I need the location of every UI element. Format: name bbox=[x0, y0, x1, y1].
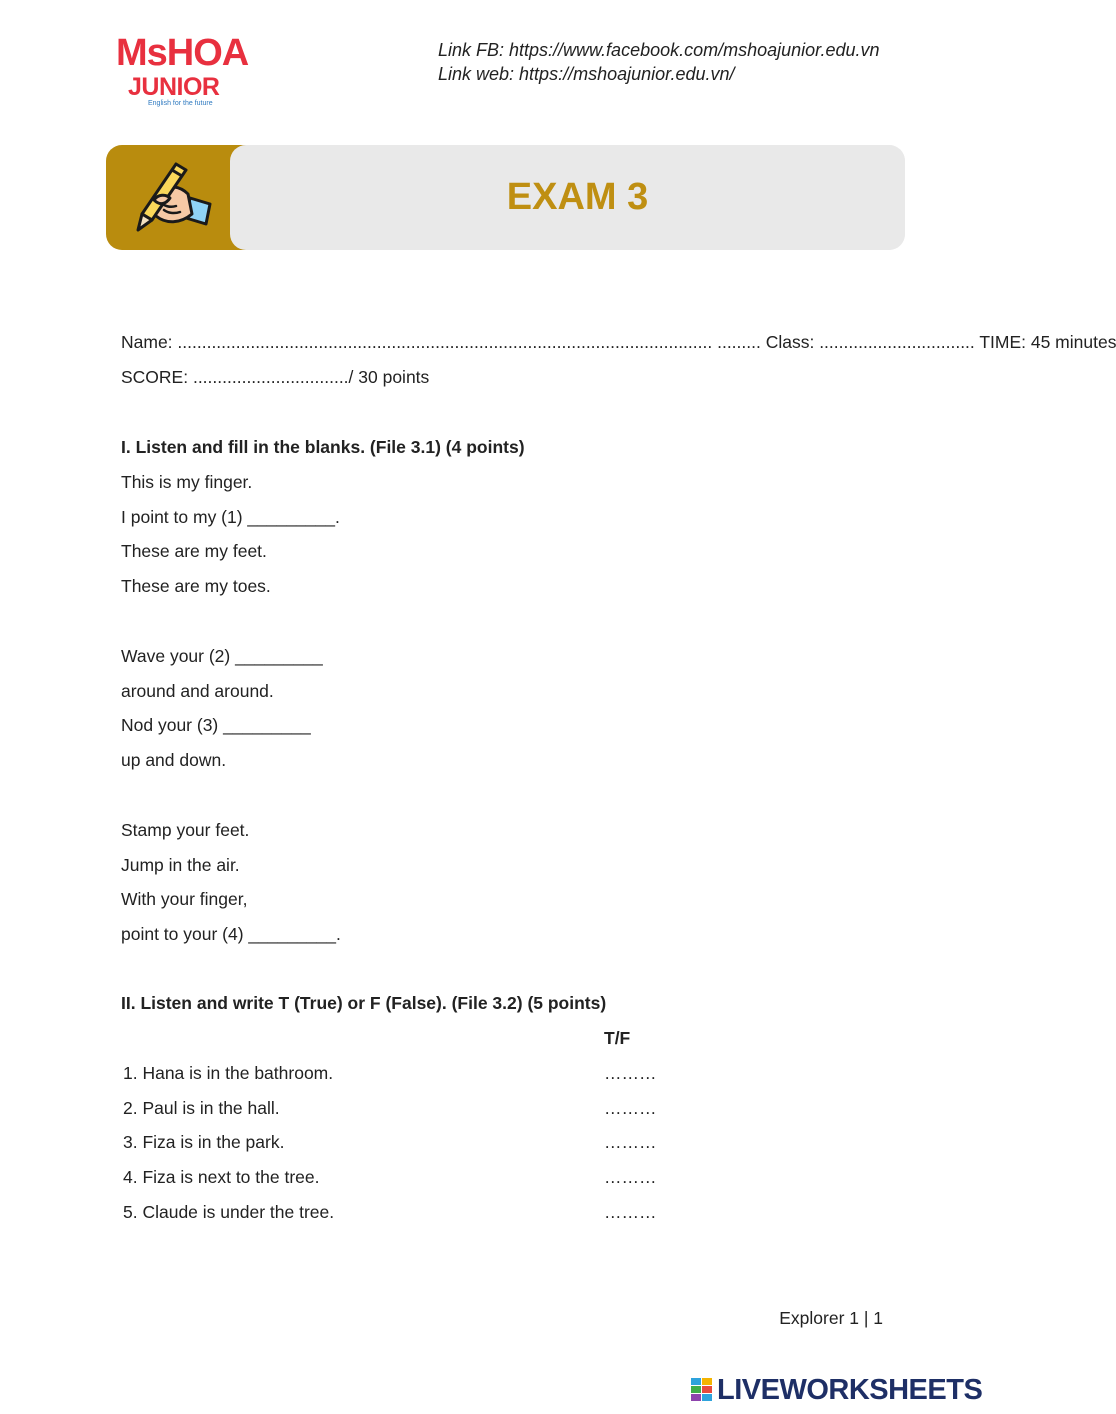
song-line: Jump in the air. bbox=[121, 855, 240, 875]
logo-tagline: English for the future bbox=[148, 100, 213, 107]
tf-statement: 1. Hana is in the bathroom. bbox=[123, 1063, 334, 1083]
song-line-blank-2: Wave your (2) _________ bbox=[121, 646, 323, 666]
hand-writing-pencil-icon bbox=[130, 158, 216, 238]
tf-statement: 2. Paul is in the hall. bbox=[123, 1098, 280, 1118]
song-line-blank-1: I point to my (1) _________. bbox=[121, 507, 340, 527]
tf-answer-blank[interactable]: ……… bbox=[604, 1063, 657, 1083]
song-line: With your finger, bbox=[121, 889, 248, 909]
tf-answer-blank[interactable]: ……… bbox=[604, 1098, 657, 1118]
tf-column-header: T/F bbox=[604, 1028, 631, 1048]
song-line: These are my toes. bbox=[121, 576, 271, 596]
name-class-time-line: Name: .............................................................................................................. ......... Class: ................................ TIME: 45 minutes bbox=[121, 332, 1116, 352]
liveworksheets-text: LIVEWORKSHEETS bbox=[717, 1374, 983, 1406]
tf-statement: 4. Fiza is next to the tree. bbox=[123, 1167, 320, 1187]
logo-hoa-text: HOA bbox=[166, 32, 249, 74]
song-line: Stamp your feet. bbox=[121, 820, 250, 840]
mshoa-junior-logo bbox=[116, 34, 266, 112]
song-line: These are my feet. bbox=[121, 541, 267, 561]
tf-answer-blank[interactable]: ……… bbox=[604, 1132, 657, 1152]
exam-title: EXAM 3 bbox=[506, 176, 649, 218]
tf-statement: 3. Fiza is in the park. bbox=[123, 1132, 285, 1152]
song-line-blank-3: Nod your (3) _________ bbox=[121, 715, 311, 735]
tf-statement: 5. Claude is under the tree. bbox=[123, 1202, 335, 1222]
logo-junior-text: JUNIOR bbox=[128, 73, 220, 101]
page-footer: Explorer 1 | 1 bbox=[779, 1308, 883, 1328]
song-line: This is my finger. bbox=[121, 472, 253, 492]
tf-answer-blank[interactable]: ……… bbox=[604, 1202, 657, 1222]
liveworksheets-logo-icon bbox=[691, 1378, 713, 1402]
header-links bbox=[438, 38, 880, 86]
section-1-heading: I. Listen and fill in the blanks. (File 3.1) (4 points) bbox=[121, 437, 525, 457]
song-line-blank-4: point to your (4) _________. bbox=[121, 924, 341, 944]
logo-ms-text: Ms bbox=[116, 32, 167, 74]
score-line: SCORE: ................................/ 30 points bbox=[121, 367, 430, 387]
section-2-heading: II. Listen and write T (True) or F (False). (File 3.2) (5 points) bbox=[121, 993, 607, 1013]
tf-answer-blank[interactable]: ……… bbox=[604, 1167, 657, 1187]
website-link[interactable]: Link web: https://mshoajunior.edu.vn/ bbox=[438, 64, 735, 84]
song-line: around and around. bbox=[121, 681, 274, 701]
song-line: up and down. bbox=[121, 750, 227, 770]
exam-title-banner bbox=[106, 145, 905, 250]
facebook-link[interactable]: Link FB: https://www.facebook.com/mshoajunior.edu.vn bbox=[438, 40, 880, 60]
